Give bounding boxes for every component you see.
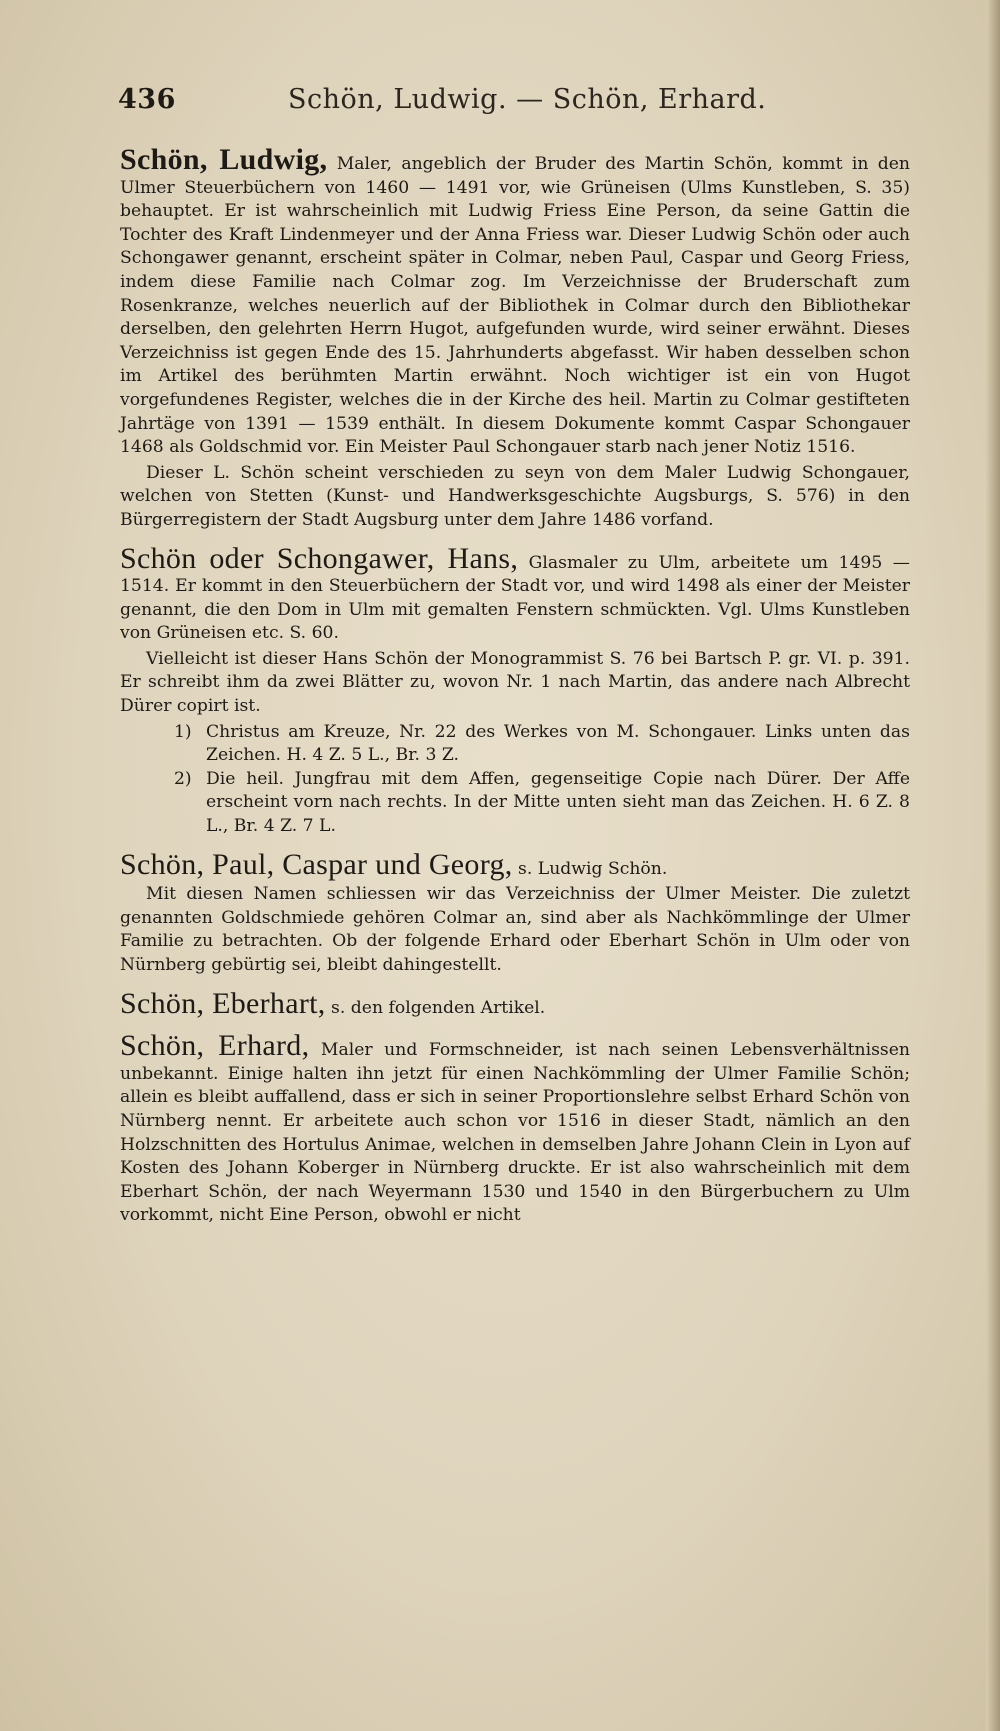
list-item (174, 768, 910, 839)
works-list (120, 721, 910, 839)
list-number: 1) (174, 721, 192, 742)
entry-text: Maler und Formschneider, ist nach seinen Lebensverhältnissen unbekannt. Einige halten ihn jetzt für einen Nachkömmling der Ulmer Familie Schön; allein es bleibt auffallend, dass er sich in seiner Proportionslehre selbst Erhard Schön von Nürnberg nennt. Er arbeitete auch schon vor 1516 in dieser Stadt, nämlich an den Holzschnitten des Hortulus Animae, welchen in demselben Jahre Johann Clein in Lyon auf Kosten des Johann Koberger in Nürnberg druckte. Er ist also wahrscheinlich mit dem Eberhart Schön, der nach Weyermann 1530 und 1540 in den Bürgerbuchern zu Ulm vorkommt, nicht Eine Person, obwohl er nicht (120, 1040, 910, 1226)
entry-paragraph: Vielleicht ist dieser Hans Schön der Monogrammist S. 76 bei Bartsch P. gr. VI. p. 391. Er schreibt ihm da zwei Blätter zu, wovon Nr. 1 nach Martin, das andere nach Albrecht Dürer copirt ist. (120, 648, 910, 717)
entry-paragraph: Mit diesen Namen schliessen wir das Verzeichniss der Ulmer Meister. Die zuletzt genannten Goldschmiede gehören Colmar an, sind aber als Nachkömmlinge der Ulmer Familie zu betrachten. Ob der folgende Erhard oder Eberhart Schön in Ulm oder von Nürnberg gebürtig sei, bleibt dahingestellt. (120, 884, 910, 975)
entry-eberhart (120, 986, 910, 1021)
lemma-paul-caspar-georg: Schön, Paul, Caspar und Georg, (120, 847, 513, 881)
entry-text: s. den folgenden Artikel. (331, 997, 546, 1018)
list-number: 2) (174, 768, 192, 789)
entry-text: s. Ludwig Schön. (518, 858, 668, 879)
lemma-hans: Schön oder Schongawer, Hans, (120, 541, 519, 575)
entry-text: Maler, angeblich der Bruder des Martin Schön, kommt in den Ulmer Steuerbüchern von 1460 — 1491 vor, wie Grüneisen (Ulms Kunstleben, S. 35) behauptet. Er ist wahrscheinlich mit Ludwig Friess Eine Person, da seine Gattin die Tochter des Kraft Lindenmeyer und der Anna Friess war. Dieser Ludwig Schön oder auch Schongawer genannt, erscheint später in Colmar, neben Paul, Caspar und Georg Friess, indem diese Familie nach Colmar zog. Im Verzeichnisse der Bruderschaft zum Rosenkranze, welches neuerlich auf der Bibliothek in Colmar durch den Bibliothekar derselben, den gelehrten Herrn Hugot, aufgefunden wurde, wird seiner erwähnt. Dieses Verzeichniss ist gegen Ende des 15. Jahrhunderts abgefasst. Wir haben desselben schon im Artikel des berühmten Martin erwähnt. Noch wichtiger ist ein von Hugot vorgefundenes Register, welches die in der Kirche des heil. Martin zu Colmar gestifteten Jahrtäge von 1391 — 1539 enthält. In diesem Dokumente kommt Caspar Schongauer 1468 als Goldschmid vor. Ein Meister Paul Schongauer starb nach jener Notiz 1516. (120, 154, 911, 458)
lemma-erhard: Schön, Erhard, (120, 1029, 310, 1063)
entry-text: Glasmaler zu Ulm, arbeitete um 1495 — 1514. Er kommt in den Steuerbüchern der Stadt vor, und wird 1498 als einer der Meister genannt, die den Dom in Ulm mit gemalten Fenstern schmückten. Vgl. Ulms Kunstleben von Grüneisen etc. S. 60. (120, 552, 910, 644)
list-item (174, 721, 910, 768)
list-text: Die heil. Jungfrau mit dem Affen, gegenseitige Copie nach Dürer. Der Affe erscheint vorn nach rechts. In der Mitte unten sieht man das Zeichen. H. 6 Z. 8 L., Br. 4 Z. 7 L. (206, 768, 910, 837)
lemma-ludwig: Schön, Ludwig, (120, 143, 328, 176)
page-number: 436 (118, 84, 176, 115)
entry-hans (120, 541, 910, 839)
lemma-eberhart: Schön, Eberhart, (120, 986, 326, 1020)
entry-ludwig (120, 143, 911, 533)
list-text: Christus am Kreuze, Nr. 22 des Werkes von M. Schongauer. Links unten das Zeichen. H. 4 Z. 5 L., Br. 3 Z. (206, 721, 910, 766)
page-edge (986, 0, 1000, 1731)
page-header (118, 84, 918, 124)
entry-paul-caspar-georg (120, 847, 910, 978)
entry-paragraph: Dieser L. Schön scheint verschieden zu seyn von dem Maler Ludwig Schongauer, welchen von Stetten (Kunst- und Handwerksgeschichte Augsburgs, S. 576) in den Bürgerregistern der Stadt Augsburg unter dem Jahre 1486 vorfand. (120, 462, 910, 530)
page-text (120, 143, 911, 1242)
entry-erhard (120, 1029, 910, 1228)
running-head: Schön, Ludwig. — Schön, Erhard. (288, 84, 767, 115)
